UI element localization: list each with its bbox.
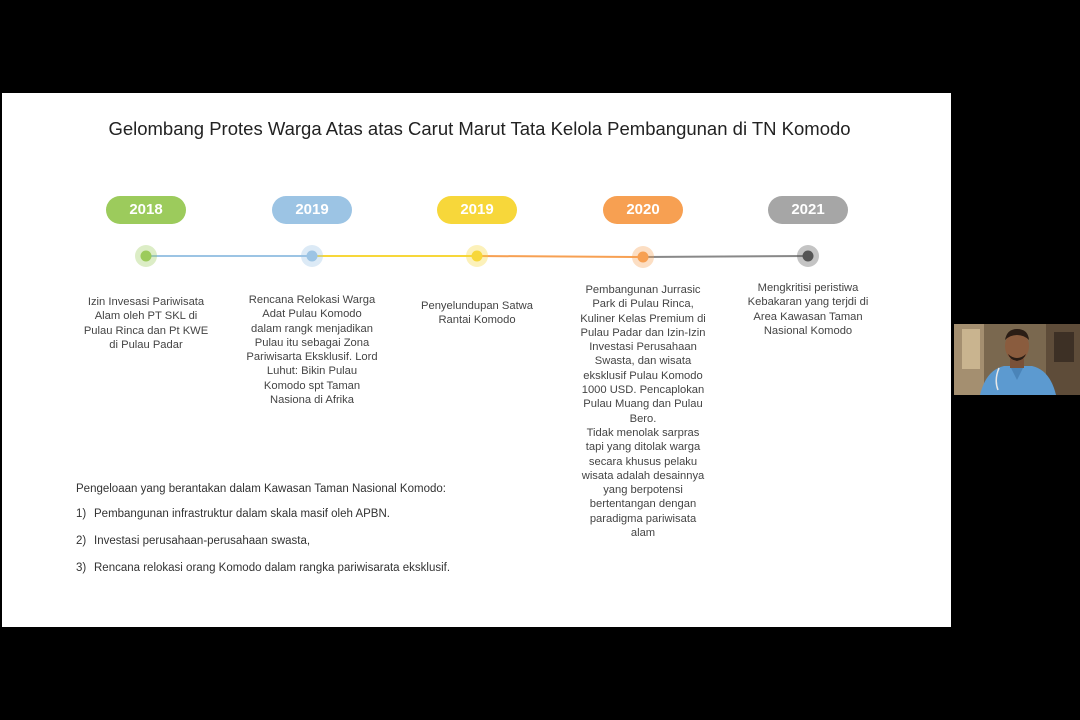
event-desc-2018: Izin Invesasi Pariwisata Alam oleh PT SKL di Pulau Rinca dan Pt KWE di Pulau Padar [83, 296, 209, 351]
bottom-heading: Pengeloaan yang berantakan dalam Kawasan Taman Nasional Komodo: [76, 483, 446, 495]
presentation-slide [2, 93, 951, 627]
timeline-connector [477, 256, 643, 257]
bottom-item-number: 1) [76, 508, 87, 520]
bottom-item-text: Pembangunan infrastruktur dalam skala masif oleh APBN. [94, 508, 390, 520]
webcam-video-thumbnail[interactable] [954, 324, 1080, 395]
bottom-item [76, 562, 556, 574]
event-desc-2021: Mengkritisi peristiwa Kebakaran yang terjdi di Area Kawasan Taman Nasional Komodo [747, 282, 869, 337]
timeline-dot [803, 251, 814, 262]
year-pill-2021: 2021 [768, 196, 848, 224]
bottom-notes [76, 483, 556, 589]
bottom-item-text: Rencana relokasi orang Komodo dalam rangka pariwisarata eksklusif. [94, 562, 451, 574]
year-pill-2018: 2018 [106, 196, 186, 224]
timeline-dot [141, 251, 152, 262]
event-desc-2019-a: Rencana Relokasi Warga Adat Pulau Komodo dalam rangk menjadikan Pulau itu sebagai Zona Pariwisarta Eksklusif. Lord Luhut: Bikin Pulau Komodo spt Taman Nasiona di Afrika [246, 294, 378, 407]
event-desc-2020: Pembangunan Jurrasic Park di Pulau Rinca, Kuliner Kelas Premium di Pulau Padar dan Izin-Izin Investasi Perusahaan Swasta, dan wisata eksklusif Pulau Komodo 1000 USD. Pencaplokan Pulau Muang dan Pulau Bero. Tidak menolak sarpras tapi yang ditolak warga secara khusus pelaku wisata adalah desainnya yang berpotensi bertentangan dengan paradigma pariwisata alam [580, 284, 706, 540]
timeline-dot [472, 251, 483, 262]
event-desc-2019-b: Penyelundupan Satwa Rantai Komodo [421, 300, 533, 327]
person-avatar-icon [954, 324, 1080, 395]
timeline-dot [307, 251, 318, 262]
bottom-item-text: Investasi perusahaan-perusahaan swasta, [94, 535, 311, 547]
year-pill-2019-a: 2019 [272, 196, 352, 224]
bottom-item [76, 535, 556, 547]
bottom-item-number: 3) [76, 562, 87, 574]
bottom-item [76, 508, 556, 520]
timeline-dot [638, 252, 649, 263]
bottom-item-number: 2) [76, 535, 87, 547]
timeline-connector [643, 256, 808, 257]
year-pill-2019-b: 2019 [437, 196, 517, 224]
slide-title: Gelombang Protes Warga Atas atas Carut Marut Tata Kelola Pembangunan di TN Komodo [108, 118, 851, 139]
year-pill-2020: 2020 [603, 196, 683, 224]
